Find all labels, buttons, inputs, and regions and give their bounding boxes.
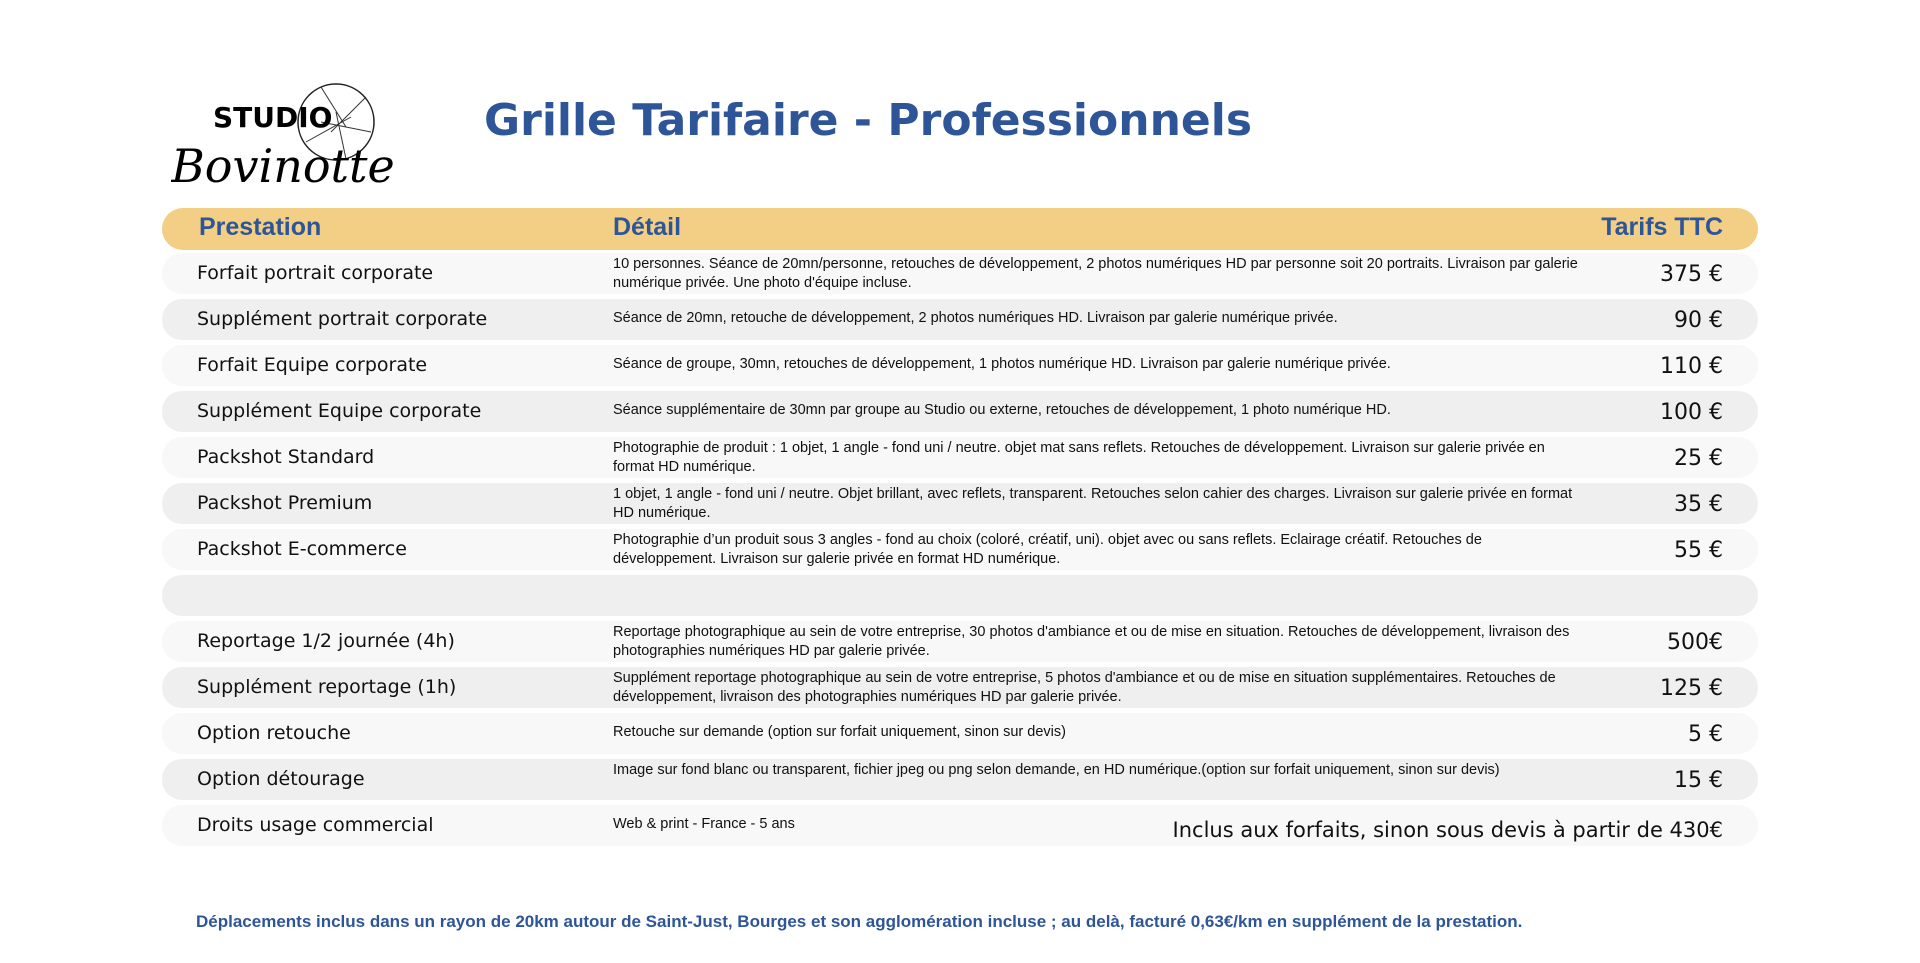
prestation-price: 110 €: [1660, 354, 1723, 379]
spacer-row: [162, 575, 1758, 616]
prestation-price: 500€: [1667, 630, 1723, 655]
studio-logo: [171, 82, 393, 194]
table-row: [162, 621, 1758, 662]
header-detail: Détail: [613, 213, 682, 241]
prestation-detail: Reportage photographique au sein de votre entreprise, 30 photos d'ambiance et ou de mise en situation. Retouches de développement, livraison des photographies numériques HD par galerie privée.: [613, 624, 1570, 659]
prestation-price: 15 €: [1674, 768, 1723, 793]
table-row: [162, 437, 1758, 478]
prestation-detail: Séance de groupe, 30mn, retouches de développement, 1 photos numérique HD. Livraison par galerie numérique privée.: [613, 356, 1391, 372]
prestation-price: 100 €: [1660, 400, 1723, 425]
prestation-name: Supplément portrait corporate: [197, 308, 488, 330]
prestation-name: Forfait Equipe corporate: [197, 354, 428, 376]
prestation-detail: Photographie de produit : 1 objet, 1 angle - fond uni / neutre. objet mat sans reflets. Retouches de développement. Livraison sur galerie privée en format HD numérique.: [613, 440, 1545, 475]
prestation-name: Supplément reportage (1h): [197, 676, 457, 698]
prestation-name: Reportage 1/2 journée (4h): [197, 630, 455, 652]
prestation-name: Option détourage: [197, 768, 365, 790]
prestation-detail: Retouche sur demande (option sur forfait uniquement, sinon sur devis): [613, 724, 1066, 740]
prestation-price: Inclus aux forfaits, sinon sous devis à partir de 430€: [1172, 818, 1723, 842]
prestation-price: 125 €: [1660, 676, 1723, 701]
prestation-price: 375 €: [1660, 262, 1723, 287]
prestation-detail: 10 personnes. Séance de 20mn/personne, retouches de développement, 2 photos numériques HD par personne soit 20 portraits. Livraison par galerie numérique privée. Une photo d'équipe incluse.: [613, 256, 1578, 291]
table-row: [162, 253, 1758, 294]
page-title: Grille Tarifaire - Professionnels: [484, 95, 1253, 146]
table-row: [162, 483, 1758, 524]
prestation-price: 5 €: [1688, 722, 1723, 747]
prestation-name: Packshot E-commerce: [197, 538, 407, 560]
header-tarifs: Tarifs TTC: [1601, 213, 1723, 241]
table-row: [162, 805, 1758, 846]
header-prestation: Prestation: [199, 213, 322, 241]
prestation-name: Option retouche: [197, 722, 351, 744]
prestation-detail: 1 objet, 1 angle - fond uni / neutre. Objet brillant, avec reflets, transparent. Retouches selon cahier des charges. Livraison sur galerie privée en format HD numérique.: [613, 486, 1573, 521]
prestation-price: 25 €: [1674, 446, 1723, 471]
prestation-detail: Séance de 20mn, retouche de développement, 2 photos numériques HD. Livraison par galerie numérique privée.: [613, 310, 1338, 326]
table-row: [162, 667, 1758, 708]
prestation-price: 35 €: [1674, 492, 1723, 517]
table-row: [162, 759, 1758, 800]
table-row: [162, 529, 1758, 570]
prestation-name: Forfait portrait corporate: [197, 262, 434, 284]
price-table: [162, 253, 1758, 851]
prestation-name: Packshot Standard: [197, 446, 375, 468]
prestation-name: Droits usage commercial: [197, 814, 434, 836]
svg-text:STUDIO: STUDIO: [213, 101, 333, 134]
table-row: [162, 345, 1758, 386]
svg-text:Bovinotte: Bovinotte: [171, 139, 393, 193]
prestation-detail: Supplément reportage photographique au sein de votre entreprise, 5 photos d'ambiance et ou de mise en situation supplémentaires. Retouches de développement, livraison des photographies numériques HD par galerie privée.: [613, 670, 1556, 705]
prestation-price: 90 €: [1674, 308, 1723, 333]
prestation-name: Supplément Equipe corporate: [197, 400, 482, 422]
prestation-name: Packshot Premium: [197, 492, 373, 514]
prestation-detail: Séance supplémentaire de 30mn par groupe au Studio ou externe, retouches de développement, 1 photo numérique HD.: [613, 402, 1391, 418]
prestation-detail: Web & print - France - 5 ans: [613, 816, 795, 832]
prestation-detail: Image sur fond blanc ou transparent, fichier jpeg ou png selon demande, en HD numérique.(option sur forfait uniquement, sinon sur devis): [613, 762, 1500, 778]
table-row: [162, 391, 1758, 432]
prestation-price: 55 €: [1674, 538, 1723, 563]
table-row: [162, 299, 1758, 340]
table-header: [162, 208, 1758, 250]
prestation-detail: Photographie d’un produit sous 3 angles - fond au choix (coloré, créatif, uni). objet avec ou sans reflets. Eclairage créatif. Retouches de développement. Livraison sur galerie privée en format HD numérique.: [613, 532, 1482, 567]
table-row: [162, 713, 1758, 754]
footer-note: Déplacements inclus dans un rayon de 20km autour de Saint-Just, Bourges et son agglomération incluse ; au delà, facturé 0,63€/km en supplément de la prestation.: [196, 912, 1523, 931]
